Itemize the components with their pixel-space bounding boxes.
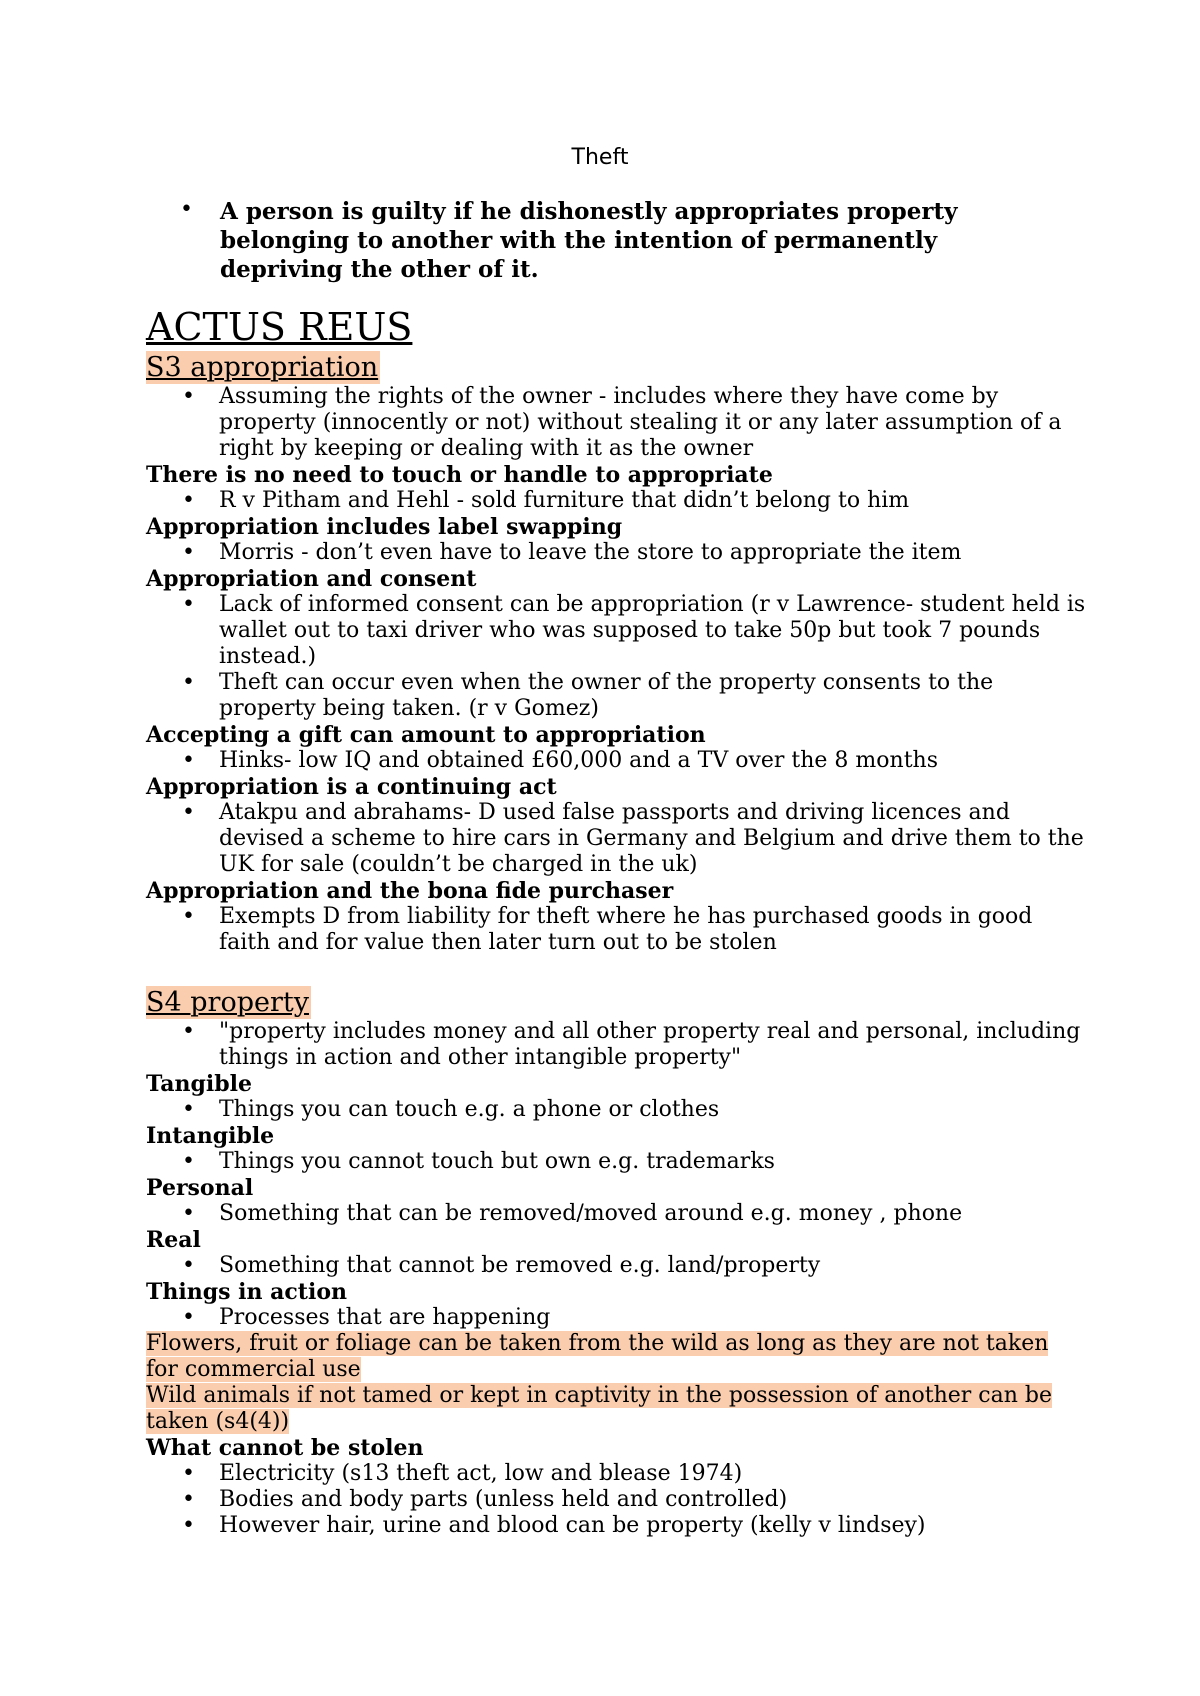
list-item: • Assuming the rights of the owner - includes where they have come by property (innocently or not) without stealing it or any later assumption of a right by keeping or dealing with it as the owner [146,384,1086,462]
highlighted-note: Wild animals if not tamed or kept in captivity in the possession of another can be taken (s4(4)) [146,1383,1052,1434]
highlighted-note: Flowers, fruit or foliage can be taken from the wild as long as they are not taken for commercial use [146,1331,1049,1382]
subheading: Appropriation and the bona fide purchaser [146,878,674,904]
subheading: Things in action [146,1279,347,1305]
s3-intro-list [146,384,1086,462]
subheading: What cannot be stolen [146,1435,424,1461]
definition-block [180,197,1060,284]
list-item: • "property includes money and all other property real and personal, including things in action and other intangible property" [146,1019,1086,1071]
s3-heading: S3 appropriation [146,352,379,383]
list-item: • Something that cannot be removed e.g. land/property [146,1253,1086,1279]
s4-heading: S4 property [146,987,309,1018]
list-item: • Atakpu and abrahams- D used false passports and driving licences and devised a scheme to hire cars in Germany and Belgium and drive them to the UK for sale (couldn’t be charged in the uk) [146,800,1086,878]
list-item: • Things you can touch e.g. a phone or clothes [146,1097,1086,1123]
subheading: Appropriation is a continuing act [146,774,557,800]
list-item: • Something that can be removed/moved around e.g. money , phone [146,1201,1086,1227]
s4-intro-list [146,1019,1086,1071]
list-item: • However hair, urine and blood can be property (kelly v lindsey) [146,1513,1086,1539]
subheading: Appropriation and consent [146,566,477,592]
list-item: • Exempts D from liability for theft where he has purchased goods in good faith and for value then later turn out to be stolen [146,904,1086,956]
list-item: • Morris - don’t even have to leave the store to appropriate the item [146,540,1086,566]
subheading: Tangible [146,1071,252,1097]
list-item: • Hinks- low IQ and obtained £60,000 and a TV over the 8 months [146,748,1086,774]
list-item: • Processes that are happening [146,1305,1086,1331]
list-item: • Things you cannot touch but own e.g. trademarks [146,1149,1086,1175]
subheading: There is no need to touch or handle to appropriate [146,462,773,488]
document-title: Theft [571,145,629,170]
list-item: • R v Pitham and Hehl - sold furniture that didn’t belong to him [146,488,1086,514]
main-content [146,305,1086,1539]
bullet-icon: • [180,197,193,222]
definition-text: A person is guilty if he dishonestly appropriates property belonging to another with the intention of permanently depriving the other of it. [220,198,958,283]
subheading: Real [146,1227,201,1253]
list-item: • Lack of informed consent can be appropriation (r v Lawrence- student held is wallet out to taxi driver who was supposed to take 50p but took 7 pounds instead.) [146,592,1086,670]
subheading: Personal [146,1175,254,1201]
subheading: Appropriation includes label swapping [146,514,623,540]
subheading: Accepting a gift can amount to appropriation [146,722,706,748]
list-item: • Electricity (s13 theft act, low and blease 1974) [146,1461,1086,1487]
list-item: • Theft can occur even when the owner of the property consents to the property being taken. (r v Gomez) [146,670,1086,722]
list-item: • Bodies and body parts (unless held and controlled) [146,1487,1086,1513]
section-heading: ACTUS REUS [146,305,413,349]
subheading: Intangible [146,1123,275,1149]
